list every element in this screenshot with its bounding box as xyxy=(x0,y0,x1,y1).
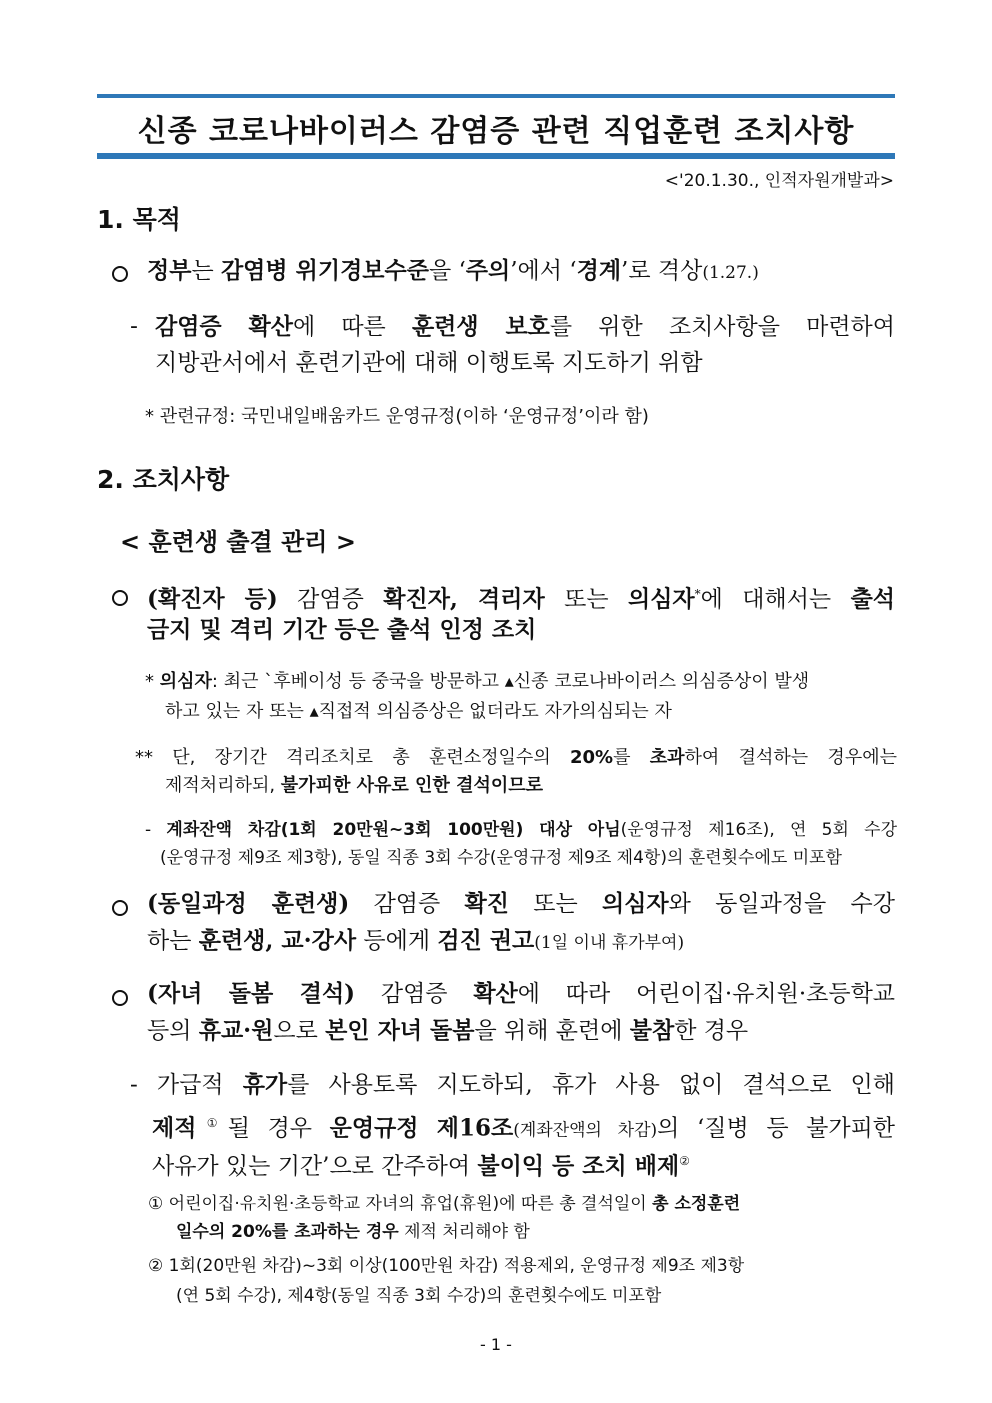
suspect-note-line-2: 하고 있는 자 또는 ▴직접적 의심증상은 없더라도 자가의심되는 자 xyxy=(165,701,672,722)
deduction-note-line-1: - 계좌잔액 차감(1회 20만원~3회 100만원) 대상 아님(운영규정 제16조), 연 5회 수강 xyxy=(145,820,898,840)
page-title: 신종 코로나바이러스 감염증 관련 직업훈련 조치사항 xyxy=(137,114,855,149)
title-top-rule xyxy=(97,94,895,98)
bullet-circle-icon xyxy=(112,990,128,1006)
childcare-detail-line-2: 제적①될 경우 운영규정 제16조(계좌잔액의 차감)의 ‘질병 등 불가피한 xyxy=(152,1114,895,1142)
footnote-2-line-1: ② 1회(20만원 차감)~3회 이상(100만원 차감) 적용제외, 운영규정 제9조 제3항 xyxy=(148,1256,745,1276)
bullet-circle-icon xyxy=(112,900,128,916)
page-number: - 1 - xyxy=(480,1335,512,1354)
same-course-line-1: (동일과정 훈련생) 감염증 확진 또는 의심자와 동일과정을 수강 xyxy=(147,890,895,917)
childcare-line-1: (자녀 돌봄 결석) 감염증 확산에 따라 어린이집·유치원·초등학교 xyxy=(147,980,896,1007)
confirmed-case-line-2: 금지 및 격리 기간 등은 출석 인정 조치 xyxy=(147,616,537,643)
childcare-detail-line-3: 사유가 있는 기간’으로 간주하여 불이익 등 조치 배제② xyxy=(152,1152,690,1180)
bullet-circle-icon xyxy=(112,266,128,282)
suspect-note-line-1: * 의심자: 최근 `후베이성 등 중국을 방문하고 ▴신종 코로나바이러스 의심증상이 발생 xyxy=(145,671,810,692)
absence-note-line-1: ** 단, 장기간 격리조치로 총 훈련소정일수의 20%를 초과하여 결석하는 경우에는 xyxy=(135,747,897,768)
bullet-circle-icon xyxy=(112,590,128,606)
title-bottom-rule xyxy=(97,153,895,159)
footnote-1-line-2: 일수의 20%를 초과하는 경우 제적 처리해야 함 xyxy=(176,1222,530,1242)
absence-note-line-2: 제적처리하되, 불가피한 사유로 인한 결석이므로 xyxy=(165,775,544,796)
footnote-2-line-2: (연 5회 수강), 제4항(동일 직종 3회 수강)의 훈련횟수에도 미포함 xyxy=(176,1286,662,1306)
childcare-detail-line-1: - 가급적 휴가를 사용토록 지도하되, 휴가 사용 없이 결석으로 인해 xyxy=(130,1071,895,1098)
dash-marker: - xyxy=(130,314,138,339)
deduction-note-line-2: (운영규정 제9조 제3항), 동일 직종 3회 수강(운영규정 제9조 제4항)의 훈련횟수에도 미포함 xyxy=(160,848,842,868)
subsection-heading: < 훈련생 출결 관리 > xyxy=(120,528,356,556)
footnote-1-line-1: ① 어린이집·유치원·초등학교 자녀의 휴업(휴원)에 따른 총 결석일이 총 소정훈련 xyxy=(148,1194,741,1214)
section-2-heading: 2. 조치사항 xyxy=(97,465,230,494)
regulation-note: * 관련규정: 국민내일배움카드 운영규정(이하 ‘운영규정’이라 함) xyxy=(145,406,649,427)
section-1-heading: 1. 목적 xyxy=(97,205,181,234)
purpose-detail-line-2: 지방관서에서 훈련기관에 대해 이행토록 지도하기 위함 xyxy=(155,350,703,376)
childcare-line-2: 등의 휴교·원으로 본인 자녀 돌봄을 위해 훈련에 불참한 경우 xyxy=(147,1017,749,1044)
purpose-detail-line-1: 감염증 확산에 따른 훈련생 보호를 위한 조치사항을 마련하여 xyxy=(155,313,895,340)
date-note: <'20.1.30., 인적자원개발과> xyxy=(664,171,894,191)
confirmed-case-line-1: (확진자 등) 감염증 확진자, 격리자 또는 의심자*에 대해서는 출석 xyxy=(147,585,896,613)
purpose-bullet: 정부는 감염병 위기경보수준을 ‘주의’에서 ‘경계’로 격상(1.27.) xyxy=(147,257,759,284)
same-course-line-2: 하는 훈련생, 교·강사 등에게 검진 권고(1일 이내 휴가부여) xyxy=(147,927,685,954)
